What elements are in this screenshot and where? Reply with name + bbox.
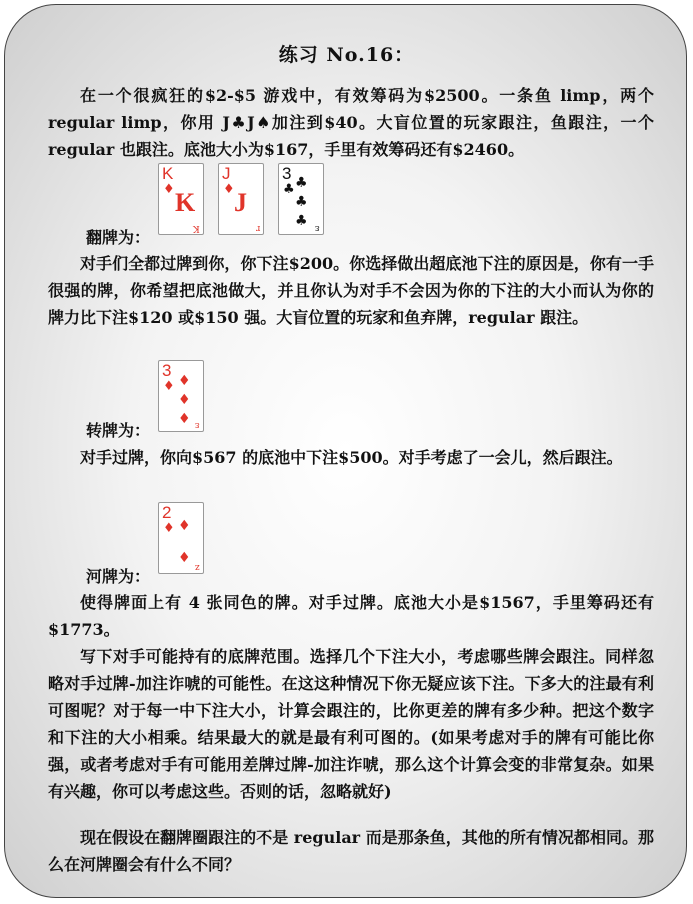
turn-card-three-diamonds (158, 360, 204, 432)
diamond-pip-icon: ♦ (178, 373, 191, 389)
club-pip-icon: ♣ (295, 175, 308, 191)
card-corner-index: r (255, 223, 260, 233)
diamond-icon: ♦ (163, 379, 175, 394)
card-rank: 3 (162, 361, 172, 380)
river-label: 河牌为： (86, 567, 151, 586)
diamond-pip-icon: ♦ (178, 392, 191, 408)
paragraph-river: 使得牌面上有 4 张同色的牌。对手过牌。底池大小是$1567，手里筹码还有$1773。 (48, 593, 654, 639)
diamond-icon: ♦ (163, 182, 175, 197)
club-pip-icon: ♣ (295, 213, 308, 229)
diamond-icon: ♦ (163, 521, 175, 536)
flop-card-jack-diamonds (218, 163, 264, 235)
diamond-pip-icon: ♦ (178, 518, 191, 534)
card-corner-index: z (195, 562, 200, 572)
card-corner-index: ε (195, 420, 200, 430)
card-corner-index: ε (315, 223, 320, 233)
diamond-pip-icon: ♦ (178, 411, 191, 427)
paragraph-turn-action: 对手过牌，你向$567 的底池中下注$500。对手考虑了一会儿，然后跟注。 (80, 448, 623, 467)
paragraph-flop-action: 对手们全都过牌到你，你下注$200。你选择做出超底池下注的原因是，你有一手很强的牌，你希望把底池做大，并且你认为对手不会因为你的下注的大小而认为你的牌力比下注$120 或$150 强。大盲位置的玩家和鱼弃牌，regular 跟注。 (48, 254, 654, 327)
paragraph-task: 写下对手可能持有的底牌范围。选择几个下注大小，考虑哪些牌会跟注。同样忽略对手过牌-加注诈唬的可能性。在这这种情况下你无疑应该下注。下多大的注最有利可图呢？对于每一中下注大小，计算会跟注的，比你更差的牌有多少种。把这个数字和下注的大小相乘。结果最大的就是最有利可图的。(如果考虑对手的牌有可能比你强，或者考虑对手有可能用差牌过牌-加注诈唬，那么这个计算会变的非常复杂。如果有兴趣，你可以考虑这些。否则的话，忽略就好) (48, 647, 654, 801)
paragraph-variation: 现在假设在翻牌圈跟注的不是 regular 而是那条鱼，其他的所有情况都相同。那么在河牌圈会有什么不同？ (48, 828, 654, 874)
flop-card-king-diamonds (158, 163, 204, 235)
card-rank: 3 (282, 164, 292, 183)
club-pip-icon: ♣ (295, 194, 308, 210)
flop-label: 翻牌为： (86, 228, 151, 247)
diamond-icon: ♦ (223, 182, 235, 197)
turn-label: 转牌为： (86, 421, 151, 440)
club-icon: ♣ (283, 182, 295, 197)
card-face-letter: K (175, 188, 196, 217)
river-card-two-diamonds (158, 502, 204, 574)
card-face-letter: J (234, 188, 247, 217)
exercise-title: 练习 No.16： (278, 44, 415, 66)
paragraph-setup: 在一个很疯狂的$2-$5 游戏中，有效筹码为$2500。一条鱼 limp，两个 regular limp，你用 J♣J♠加注到$40。大盲位置的玩家跟注，鱼跟注，一个 regular 也跟注。底池大小为$167，手里有效筹码还有$2460。 (48, 86, 654, 159)
flop-card-three-clubs (278, 163, 324, 235)
card-rank: J (222, 164, 231, 183)
card-rank: 2 (162, 503, 172, 522)
card-corner-index: K (193, 223, 200, 233)
diamond-pip-icon: ♦ (178, 550, 191, 566)
card-rank: K (162, 164, 174, 183)
